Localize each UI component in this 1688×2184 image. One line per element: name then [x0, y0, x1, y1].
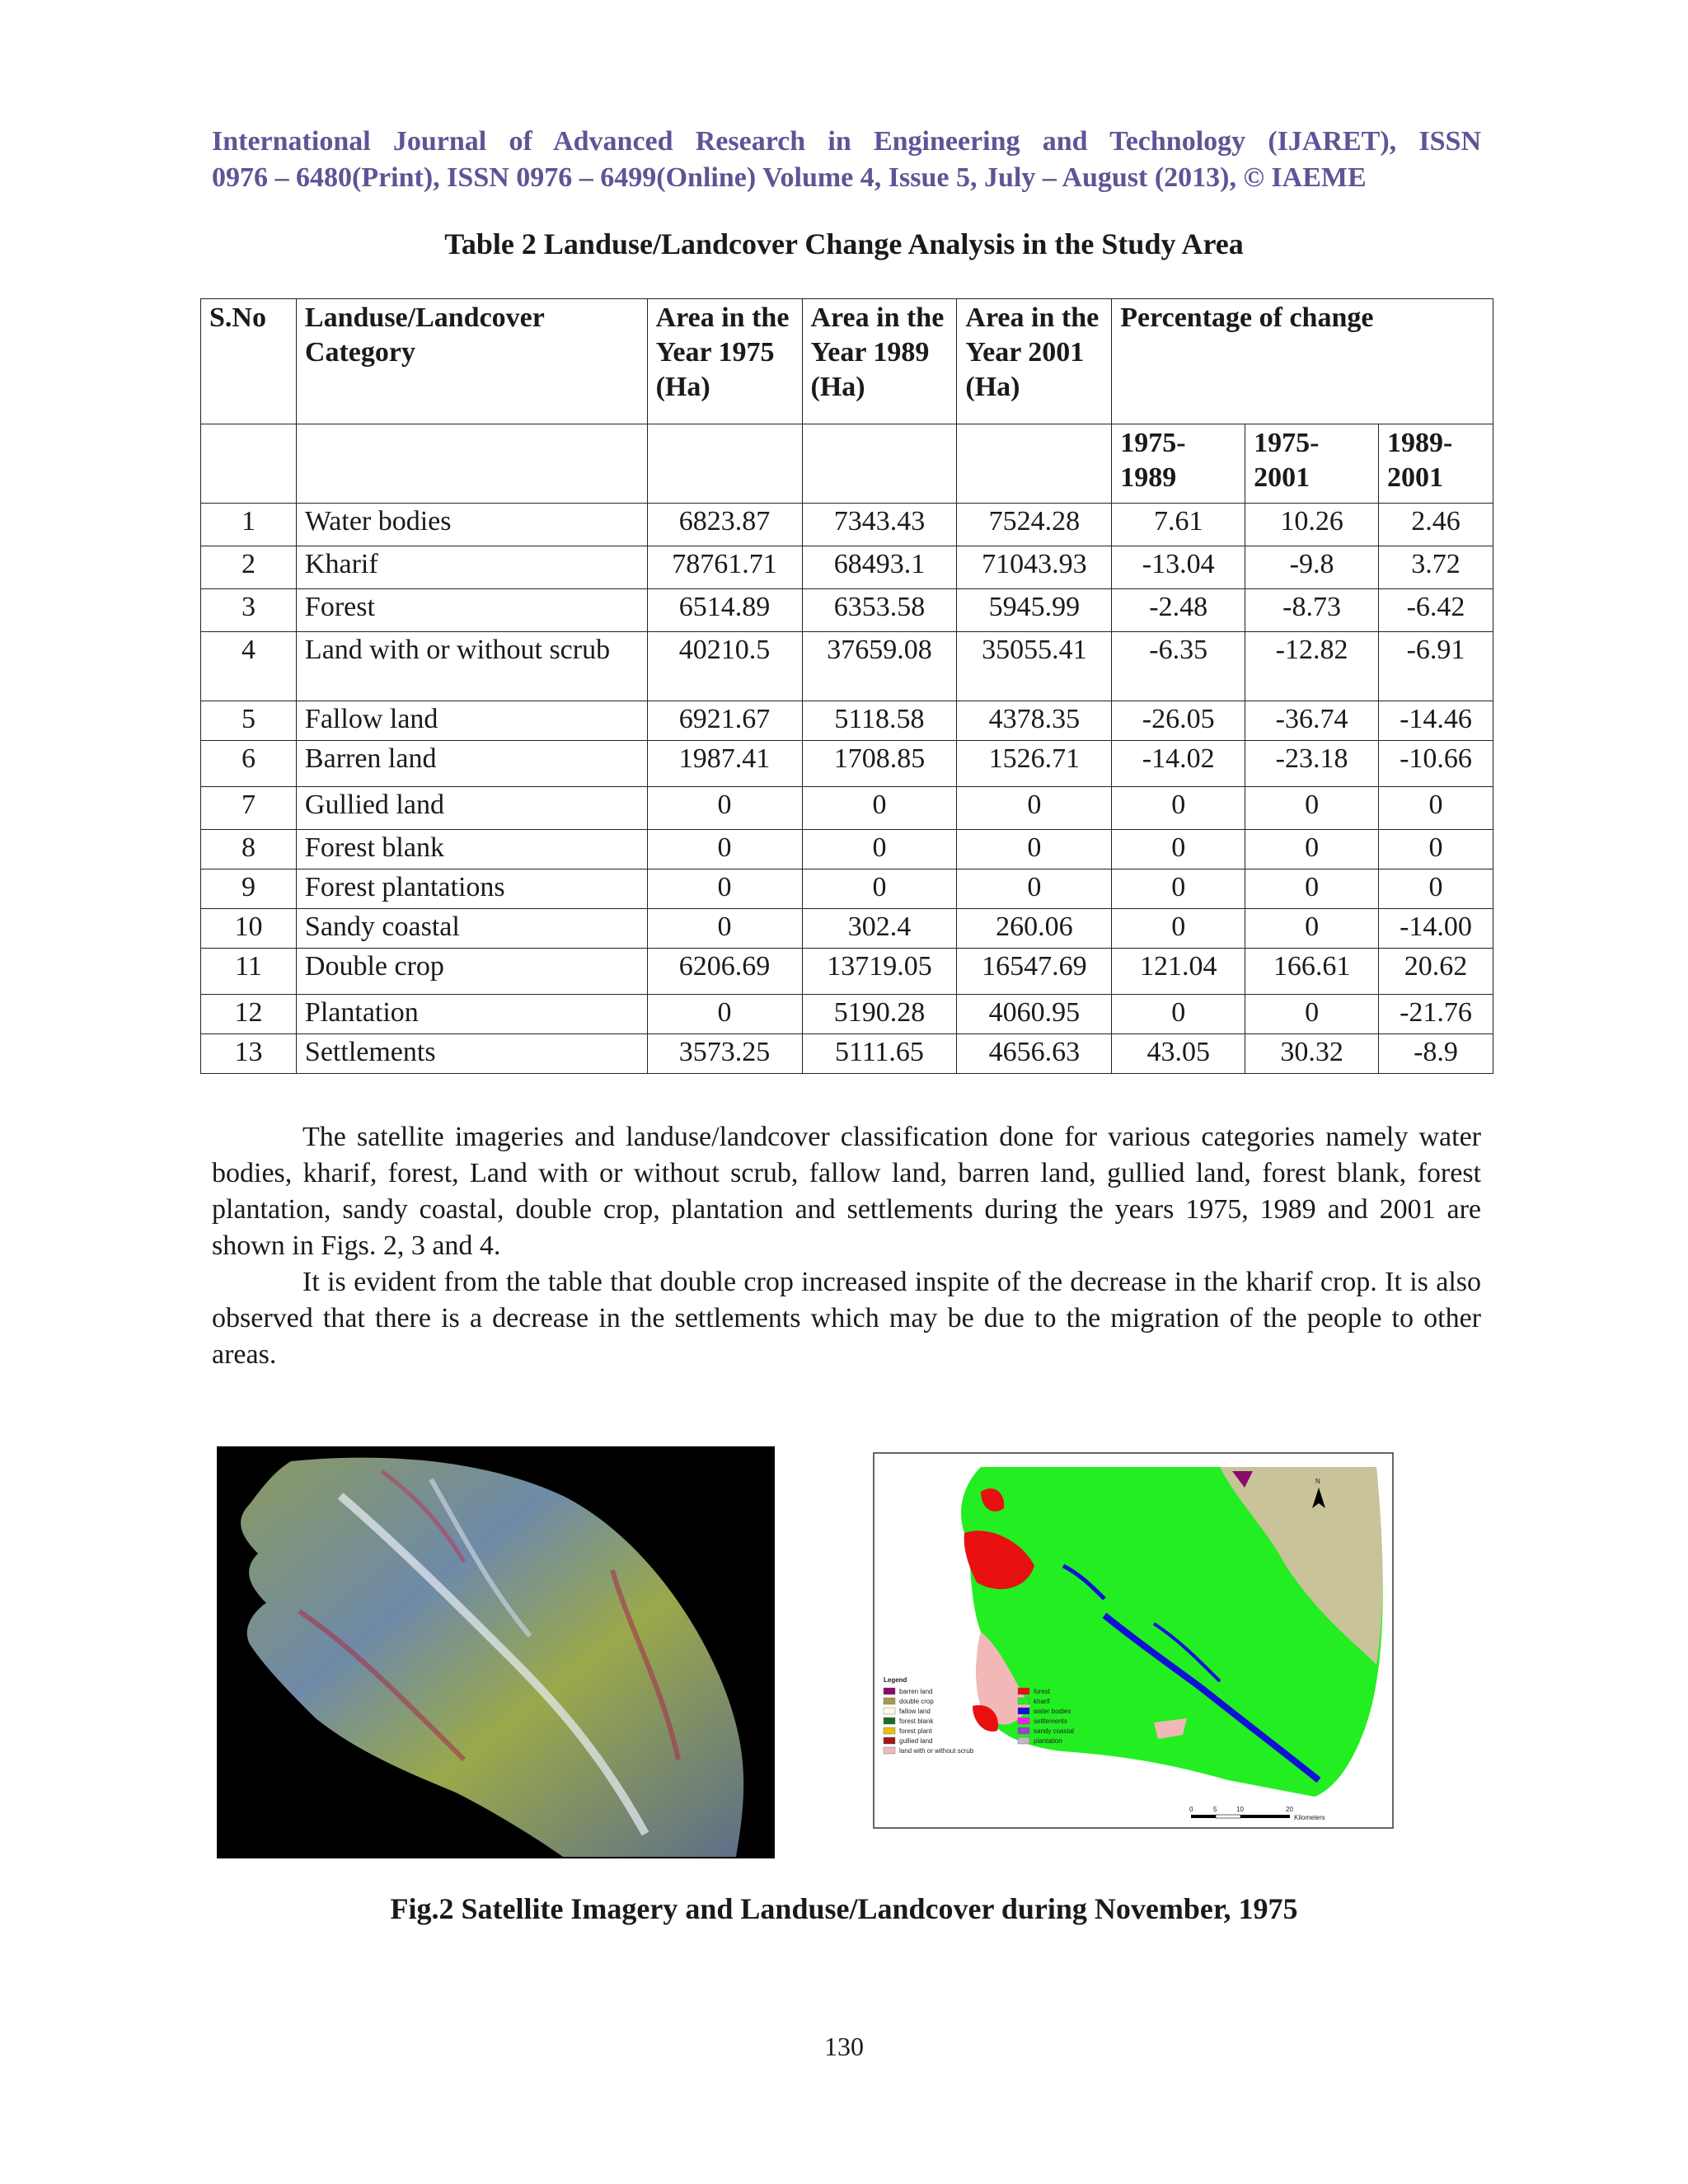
- table-cell: -12.82: [1245, 632, 1379, 701]
- header-area-1975: Area in the Year 1975 (Ha): [647, 299, 802, 424]
- table-cell: -23.18: [1245, 741, 1379, 787]
- table-cell: 71043.93: [957, 546, 1112, 589]
- page-number: 130: [824, 2032, 864, 2061]
- table-cell: 2.46: [1379, 504, 1493, 546]
- table-cell: -2.48: [1112, 589, 1245, 632]
- table-cell: 0: [1245, 995, 1379, 1034]
- table-row: [201, 504, 1493, 546]
- scale-label-20: 20: [1286, 1806, 1293, 1813]
- body-text: [212, 1119, 1481, 1373]
- scale-label-0: 0: [1189, 1806, 1193, 1813]
- legend-label: forest: [1034, 1688, 1051, 1695]
- table-body: [201, 504, 1493, 1074]
- legend-swatch: [1018, 1698, 1029, 1704]
- table-cell: 20.62: [1379, 949, 1493, 995]
- journal-header: [212, 124, 1481, 196]
- legend-swatch: [1018, 1708, 1029, 1714]
- table-cell: -14.00: [1379, 909, 1493, 949]
- table-cell: 3.72: [1379, 546, 1493, 589]
- legend-swatch: [884, 1747, 895, 1754]
- table-cell: 0: [647, 787, 802, 830]
- table-cell: 0: [1245, 869, 1379, 909]
- table-cell: 1987.41: [647, 741, 802, 787]
- header-area-1989: Area in the Year 1989 (Ha): [802, 299, 957, 424]
- table-header-row: [201, 299, 1493, 424]
- table-cell: 16547.69: [957, 949, 1112, 995]
- subheader-1975-1989: 1975- 1989: [1112, 424, 1245, 504]
- table-cell: 4656.63: [957, 1034, 1112, 1074]
- table-cell: 0: [957, 869, 1112, 909]
- table-cell-category: Gullied land: [296, 787, 647, 830]
- table-cell: 12: [201, 995, 297, 1034]
- table-row: [201, 830, 1493, 869]
- table-cell: 0: [957, 830, 1112, 869]
- table-cell: 6206.69: [647, 949, 802, 995]
- table-cell: 13719.05: [802, 949, 957, 995]
- table-row: [201, 632, 1493, 701]
- table-cell: 7524.28: [957, 504, 1112, 546]
- table-cell: 0: [1379, 869, 1493, 909]
- body-paragraph-2: It is evident from the table that double crop increased inspite of the decrease in the kharif crop. It is also observed that there is a decrease in the settlements which may be due to the migration of the people to other areas.: [212, 1267, 1481, 1370]
- table-cell: 30.32: [1245, 1034, 1379, 1074]
- table-cell: 10: [201, 909, 297, 949]
- satellite-imagery: [217, 1446, 775, 1858]
- legend-swatch: [884, 1698, 895, 1704]
- journal-header-line-2: 0976 – 6480(Print), ISSN 0976 – 6499(Online) Volume 4, Issue 5, July – August (2013), © IAEME: [212, 162, 1367, 193]
- body-paragraph-1: The satellite imageries and landuse/landcover classification done for various categories namely water bodies, kharif, forest, Land with or without scrub, fallow land, barren land, gullied land, forest blank, forest plantation, sandy coastal, double crop, plantation and settlements during the years 1975, 1989 and 2001 are shown in Figs. 2, 3 and 4.: [212, 1122, 1481, 1261]
- table-cell: 0: [647, 869, 802, 909]
- table-cell: 6514.89: [647, 589, 802, 632]
- table-cell: 1: [201, 504, 297, 546]
- table-cell: -9.8: [1245, 546, 1379, 589]
- header-percentage-change: Percentage of change: [1112, 299, 1493, 424]
- table-cell: -8.73: [1245, 589, 1379, 632]
- table-cell: 0: [802, 869, 957, 909]
- header-sno: S.No: [201, 299, 297, 424]
- table-cell: 7.61: [1112, 504, 1245, 546]
- table-row: [201, 1034, 1493, 1074]
- legend-label: sandy coastal: [1034, 1727, 1074, 1735]
- table-title: Table 2 Landuse/Landcover Change Analysis in the Study Area: [444, 227, 1244, 260]
- table-row: [201, 949, 1493, 995]
- table-cell: 5: [201, 701, 297, 741]
- table-cell: 0: [1112, 787, 1245, 830]
- subheader-1989-2001: 1989- 2001: [1379, 424, 1493, 504]
- table-subheader-row: [201, 424, 1493, 504]
- table-cell-category: Fallow land: [296, 701, 647, 741]
- landuse-map: [857, 1434, 1409, 1863]
- legend-swatch: [884, 1737, 895, 1744]
- table-cell: -6.91: [1379, 632, 1493, 701]
- table-cell: 4378.35: [957, 701, 1112, 741]
- table-row: [201, 909, 1493, 949]
- table-cell: 0: [1245, 787, 1379, 830]
- table-cell: -14.02: [1112, 741, 1245, 787]
- table-row: [201, 995, 1493, 1034]
- table-cell-category: Land with or without scrub: [296, 632, 647, 701]
- table-cell-category: Barren land: [296, 741, 647, 787]
- table-cell: 0: [647, 830, 802, 869]
- table-cell: 302.4: [802, 909, 957, 949]
- table-cell: 0: [957, 787, 1112, 830]
- subheader-empty: [802, 424, 957, 504]
- table-cell-category: Forest blank: [296, 830, 647, 869]
- table-cell: 11: [201, 949, 297, 995]
- legend-label: forest plant: [899, 1727, 932, 1735]
- legend-label: land with or without scrub: [899, 1747, 974, 1755]
- table-row: [201, 869, 1493, 909]
- table-cell: 3: [201, 589, 297, 632]
- table-cell: -6.42: [1379, 589, 1493, 632]
- table-cell: 0: [1379, 787, 1493, 830]
- table-cell: 1708.85: [802, 741, 957, 787]
- legend-label: double crop: [899, 1698, 934, 1705]
- table-cell: 40210.5: [647, 632, 802, 701]
- legend-swatch: [1018, 1737, 1029, 1744]
- scale-label-5: 5: [1213, 1806, 1217, 1813]
- table-cell: 78761.71: [647, 546, 802, 589]
- table-cell: -21.76: [1379, 995, 1493, 1034]
- table-cell: 7343.43: [802, 504, 957, 546]
- landuse-map-graphic: [857, 1434, 1409, 1863]
- table-cell: 3573.25: [647, 1034, 802, 1074]
- legend-swatch: [884, 1708, 895, 1714]
- table-cell: 4: [201, 632, 297, 701]
- table-cell: 9: [201, 869, 297, 909]
- table-row: [201, 741, 1493, 787]
- table-cell: 6921.67: [647, 701, 802, 741]
- legend-label: fallow land: [899, 1708, 931, 1715]
- subheader-empty: [647, 424, 802, 504]
- header-category: Landuse/Landcover Category: [296, 299, 647, 424]
- table-cell: 0: [1112, 909, 1245, 949]
- table-cell: 6: [201, 741, 297, 787]
- table-cell: 5118.58: [802, 701, 957, 741]
- table-cell: 7: [201, 787, 297, 830]
- table-cell: 6353.58: [802, 589, 957, 632]
- subheader-empty: [957, 424, 1112, 504]
- legend-swatch: [1018, 1727, 1029, 1734]
- table-cell: 166.61: [1245, 949, 1379, 995]
- table-cell: 0: [647, 995, 802, 1034]
- legend-swatch: [884, 1727, 895, 1734]
- table-cell: -36.74: [1245, 701, 1379, 741]
- landuse-change-table: [200, 298, 1493, 1074]
- legend-label: gullied land: [899, 1737, 933, 1745]
- table-row: [201, 589, 1493, 632]
- table-cell-category: Forest plantations: [296, 869, 647, 909]
- legend-label: forest blank: [899, 1718, 934, 1725]
- table-cell: -6.35: [1112, 632, 1245, 701]
- subheader-empty: [201, 424, 297, 504]
- legend-label: kharif: [1034, 1698, 1050, 1705]
- table-cell-category: Kharif: [296, 546, 647, 589]
- table-cell: 0: [1245, 830, 1379, 869]
- north-label: N: [1315, 1478, 1320, 1485]
- table-cell: 68493.1: [802, 546, 957, 589]
- table-cell: 37659.08: [802, 632, 957, 701]
- table-cell: 5111.65: [802, 1034, 957, 1074]
- table-cell: 0: [1112, 995, 1245, 1034]
- subheader-1975-2001: 1975- 2001: [1245, 424, 1379, 504]
- table-cell: -10.66: [1379, 741, 1493, 787]
- legend-label: settlements: [1034, 1718, 1067, 1725]
- table-cell-category: Water bodies: [296, 504, 647, 546]
- table-cell: 0: [802, 787, 957, 830]
- table-cell: 0: [1379, 830, 1493, 869]
- table-cell: 0: [802, 830, 957, 869]
- table-cell-category: Double crop: [296, 949, 647, 995]
- figure-caption: Fig.2 Satellite Imagery and Landuse/Landcover during November, 1975: [390, 1892, 1298, 1925]
- table-cell: 2: [201, 546, 297, 589]
- table-cell: -14.46: [1379, 701, 1493, 741]
- table-cell: 1526.71: [957, 741, 1112, 787]
- table-cell: 8: [201, 830, 297, 869]
- table-cell: -26.05: [1112, 701, 1245, 741]
- legend-swatch: [884, 1718, 895, 1724]
- legend-swatch: [884, 1688, 895, 1694]
- journal-header-line-1: International Journal of Advanced Research in Engineering and Technology (IJARET), ISSN: [212, 126, 1481, 157]
- legend-title: Legend: [884, 1676, 907, 1684]
- table-cell: 6823.87: [647, 504, 802, 546]
- table-cell: 35055.41: [957, 632, 1112, 701]
- scale-label-10: 10: [1236, 1806, 1244, 1813]
- table-cell: 0: [647, 909, 802, 949]
- table-cell: 43.05: [1112, 1034, 1245, 1074]
- table-cell: 4060.95: [957, 995, 1112, 1034]
- table-cell: 0: [1112, 830, 1245, 869]
- table-cell: -13.04: [1112, 546, 1245, 589]
- legend-swatch: [1018, 1688, 1029, 1694]
- subheader-empty: [296, 424, 647, 504]
- table-cell-category: Plantation: [296, 995, 647, 1034]
- table-row: [201, 787, 1493, 830]
- table-cell: 13: [201, 1034, 297, 1074]
- table-row: [201, 546, 1493, 589]
- scale-unit: Kilometers: [1294, 1814, 1325, 1821]
- legend-label: water bodies: [1034, 1708, 1071, 1715]
- table-cell: 260.06: [957, 909, 1112, 949]
- table-cell: -8.9: [1379, 1034, 1493, 1074]
- table-cell: 0: [1112, 869, 1245, 909]
- legend-swatch: [1018, 1718, 1029, 1724]
- table-cell: 10.26: [1245, 504, 1379, 546]
- legend-label: barren land: [899, 1688, 933, 1695]
- table-cell: 5190.28: [802, 995, 957, 1034]
- table-cell: 0: [1245, 909, 1379, 949]
- table-cell: 5945.99: [957, 589, 1112, 632]
- table-cell-category: Settlements: [296, 1034, 647, 1074]
- legend-label: plantation: [1034, 1737, 1062, 1745]
- table-cell-category: Forest: [296, 589, 647, 632]
- table-row: [201, 701, 1493, 741]
- table-cell-category: Sandy coastal: [296, 909, 647, 949]
- header-area-2001: Area in the Year 2001 (Ha): [957, 299, 1112, 424]
- satellite-imagery-graphic: [217, 1446, 775, 1858]
- table-cell: 121.04: [1112, 949, 1245, 995]
